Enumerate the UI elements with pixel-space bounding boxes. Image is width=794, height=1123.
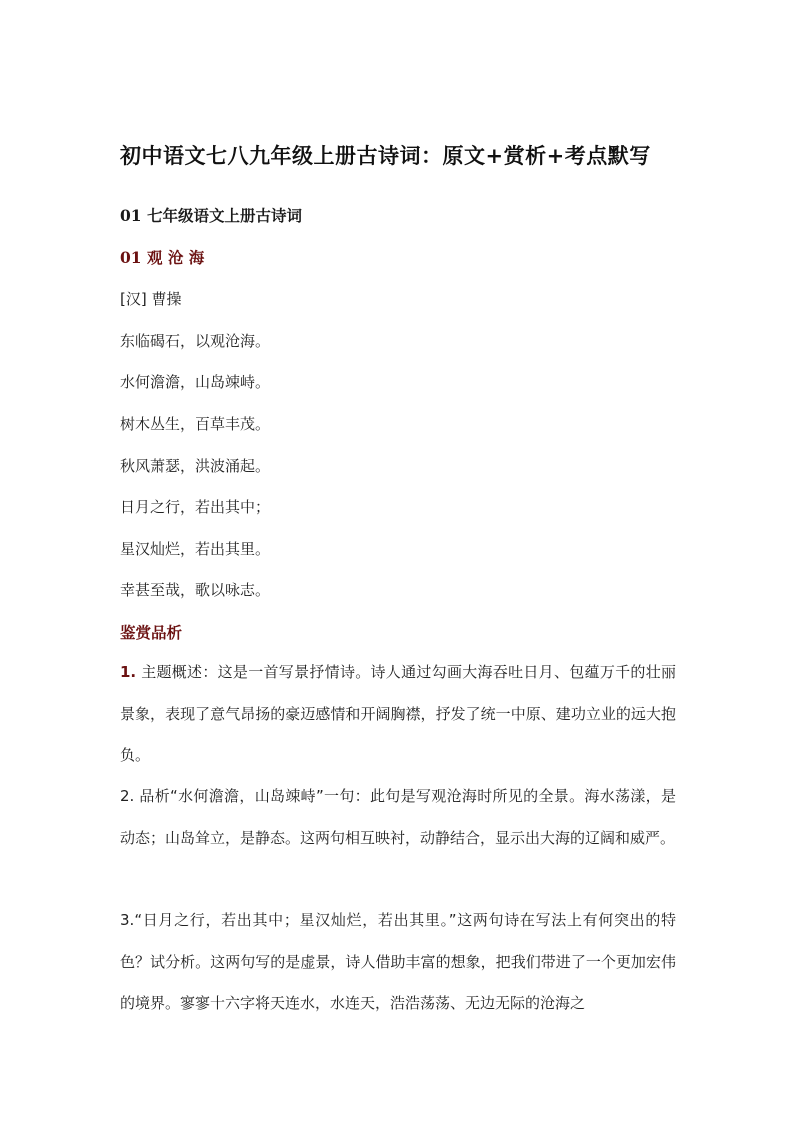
analysis-heading: 鉴赏品析 xyxy=(120,623,183,642)
page-title: 初中语文七八九年级上册古诗词：原文+赏析+考点默写 xyxy=(120,143,651,168)
poem-line: 秋风萧瑟，洪波涌起。 xyxy=(120,457,271,475)
poem-line: 水何澹澹，山岛竦峙。 xyxy=(120,373,271,391)
analysis-item-text: “日月之行，若出其中；星汉灿烂，若出其里。”这两句诗在写法上有何突出的特色？试分析。这两句写的是虚景，诗人借助丰富的想象，把我们带进了一个更加宏伟的境界。寥寥十六字将天连水，水连天，浩浩荡荡、无边无际的沧海之 xyxy=(120,911,676,1012)
poem-line: 幸甚至哉，歌以咏志。 xyxy=(120,581,271,599)
poem-author: [汉] 曹操 xyxy=(120,290,182,308)
analysis-item-number: 2. xyxy=(120,787,135,805)
analysis-item xyxy=(120,652,676,777)
analysis-item xyxy=(120,900,676,1025)
analysis-item-number: 3. xyxy=(120,911,135,929)
analysis-item-text: 品析“水何澹澹，山岛竦峙”一句：此句是写观沧海时所见的全景。海水荡漾，是动态；山岛耸立，是静态。这两句相互映衬，动静结合，显示出大海的辽阔和威严。 xyxy=(120,787,676,847)
poem-line: 星汉灿烂，若出其里。 xyxy=(120,540,271,558)
analysis-item-number: 1. xyxy=(120,663,137,681)
section-heading: 01 七年级语文上册古诗词 xyxy=(120,206,302,225)
poem-title: 01 观 沧 海 xyxy=(120,248,205,267)
poem-line: 树木丛生，百草丰茂。 xyxy=(120,415,271,433)
analysis-item-text: 主题概述：这是一首写景抒情诗。诗人通过勾画大海吞吐日月、包蕴万千的壮丽景象，表现了意气昂扬的豪迈感情和开阔胸襟，抒发了统一中原、建功立业的远大抱负。 xyxy=(120,663,676,764)
poem-line: 日月之行，若出其中； xyxy=(120,498,271,516)
poem-line: 东临碣石，以观沧海。 xyxy=(120,332,271,350)
analysis-item xyxy=(120,776,676,859)
